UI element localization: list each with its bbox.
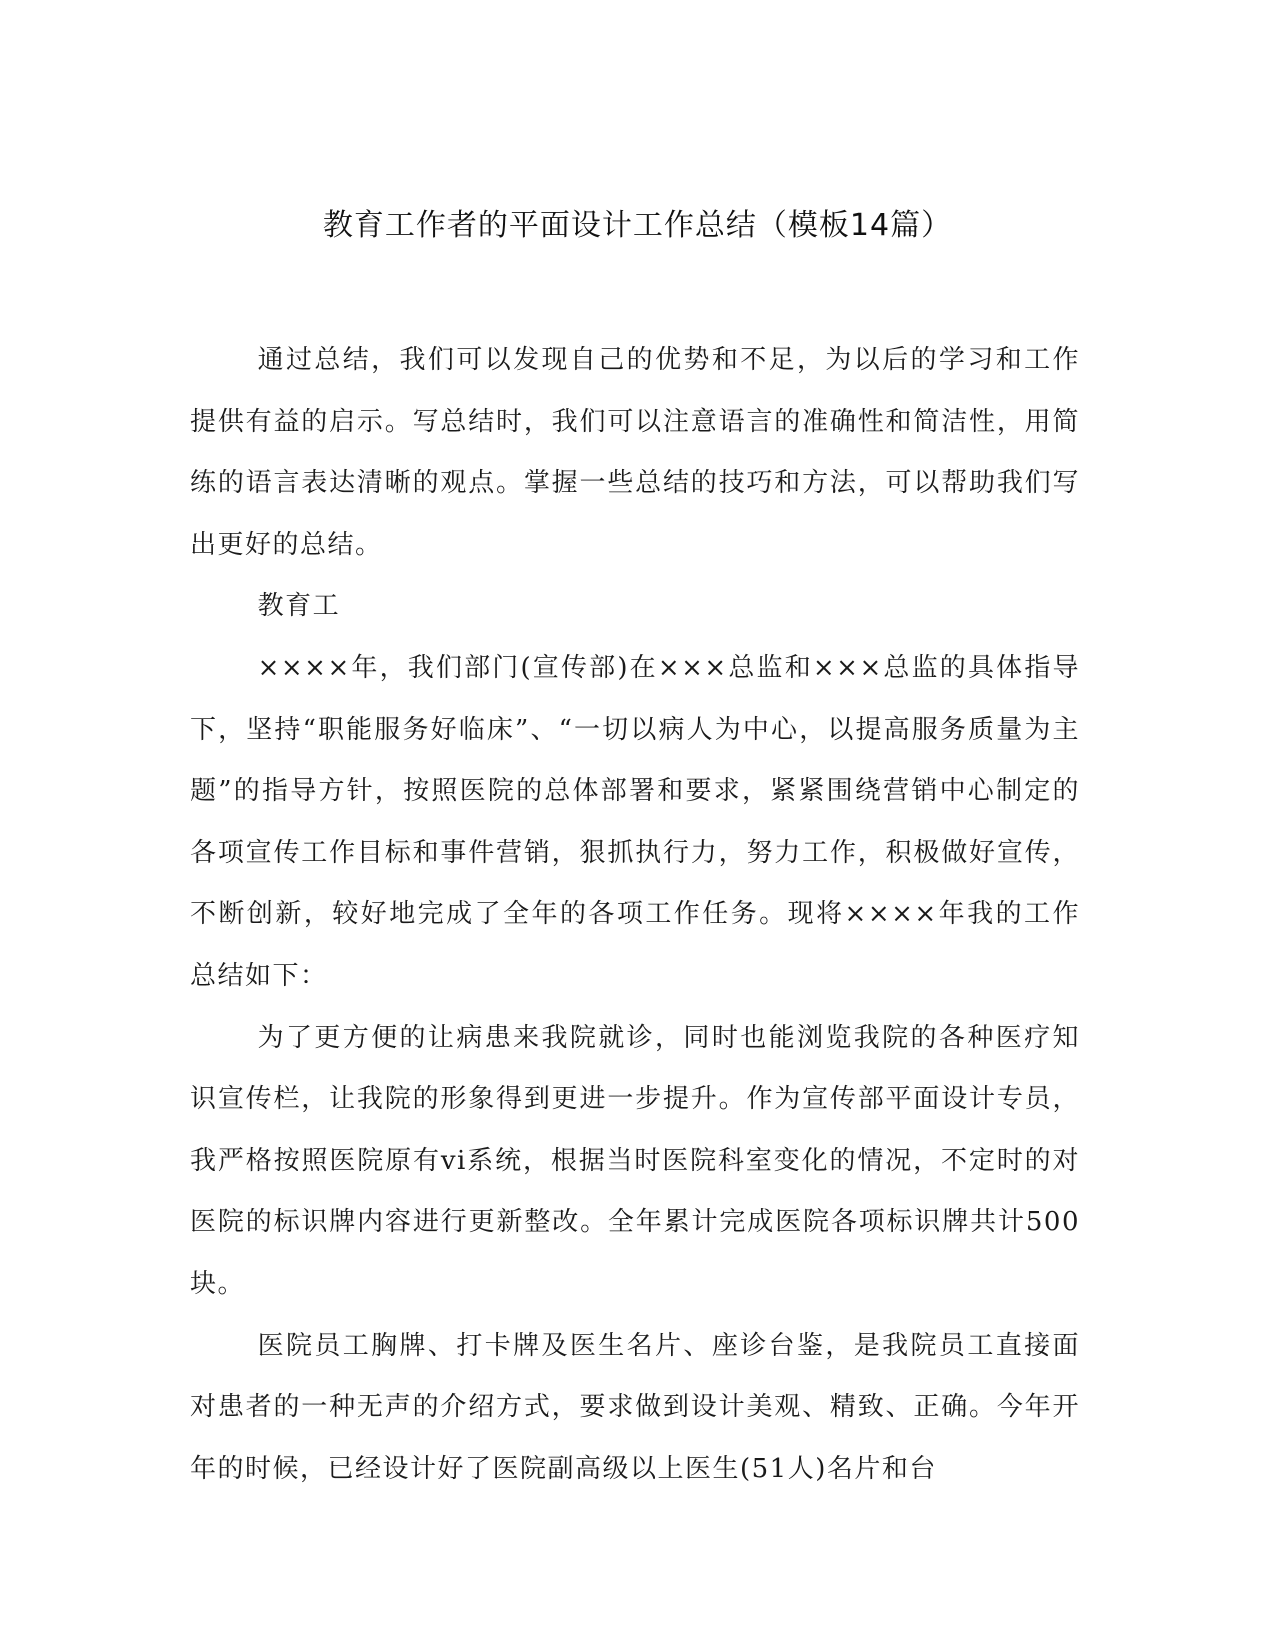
paragraph-heading: 教育工 [257, 591, 341, 622]
paragraph-badges: 医院员工胸牌、打卡牌及医生名片、座诊台鉴，是我院员工直接面对患者的一种无声的介绍方式，要求做到设计美观、精致、正确。今年开年的时候，已经设计好了医院副高级以上医生(51人)名片和台 [190, 1330, 1080, 1484]
paragraph-intro: 通过总结，我们可以发现自己的优势和不足，为以后的学习和工作提供有益的启示。写总结时，我们可以注意语言的准确性和简洁性，用简练的语言表达清晰的观点。掌握一些总结的技巧和方法，可以帮助我们写出更好的总结。 [190, 345, 1080, 560]
document-title: 教育工作者的平面设计工作总结（模板14篇） [322, 208, 953, 243]
document-body [190, 330, 1080, 1500]
paragraph-signage: 为了更方便的让病患来我院就诊，同时也能浏览我院的各种医疗知识宣传栏，让我院的形象得到更进一步提升。作为宣传部平面设计专员，我严格按照医院原有vi系统，根据当时医院科室变化的情况，不定时的对医院的标识牌内容进行更新整改。全年累计完成医院各项标识牌共计500块。 [190, 1022, 1080, 1299]
paragraph-overview: ××××年，我们部门(宣传部)在×××总监和×××总监的具体指导下，坚持“职能服务好临床”、“一切以病人为中心，以提高服务质量为主题”的指导方针，按照医院的总体部署和要求，紧紧围绕营销中心制定的各项宣传工作目标和事件营销，狠抓执行力，努力工作，积极做好宣传，不断创新，较好地完成了全年的各项工作任务。现将××××年我的工作总结如下： [190, 652, 1080, 991]
